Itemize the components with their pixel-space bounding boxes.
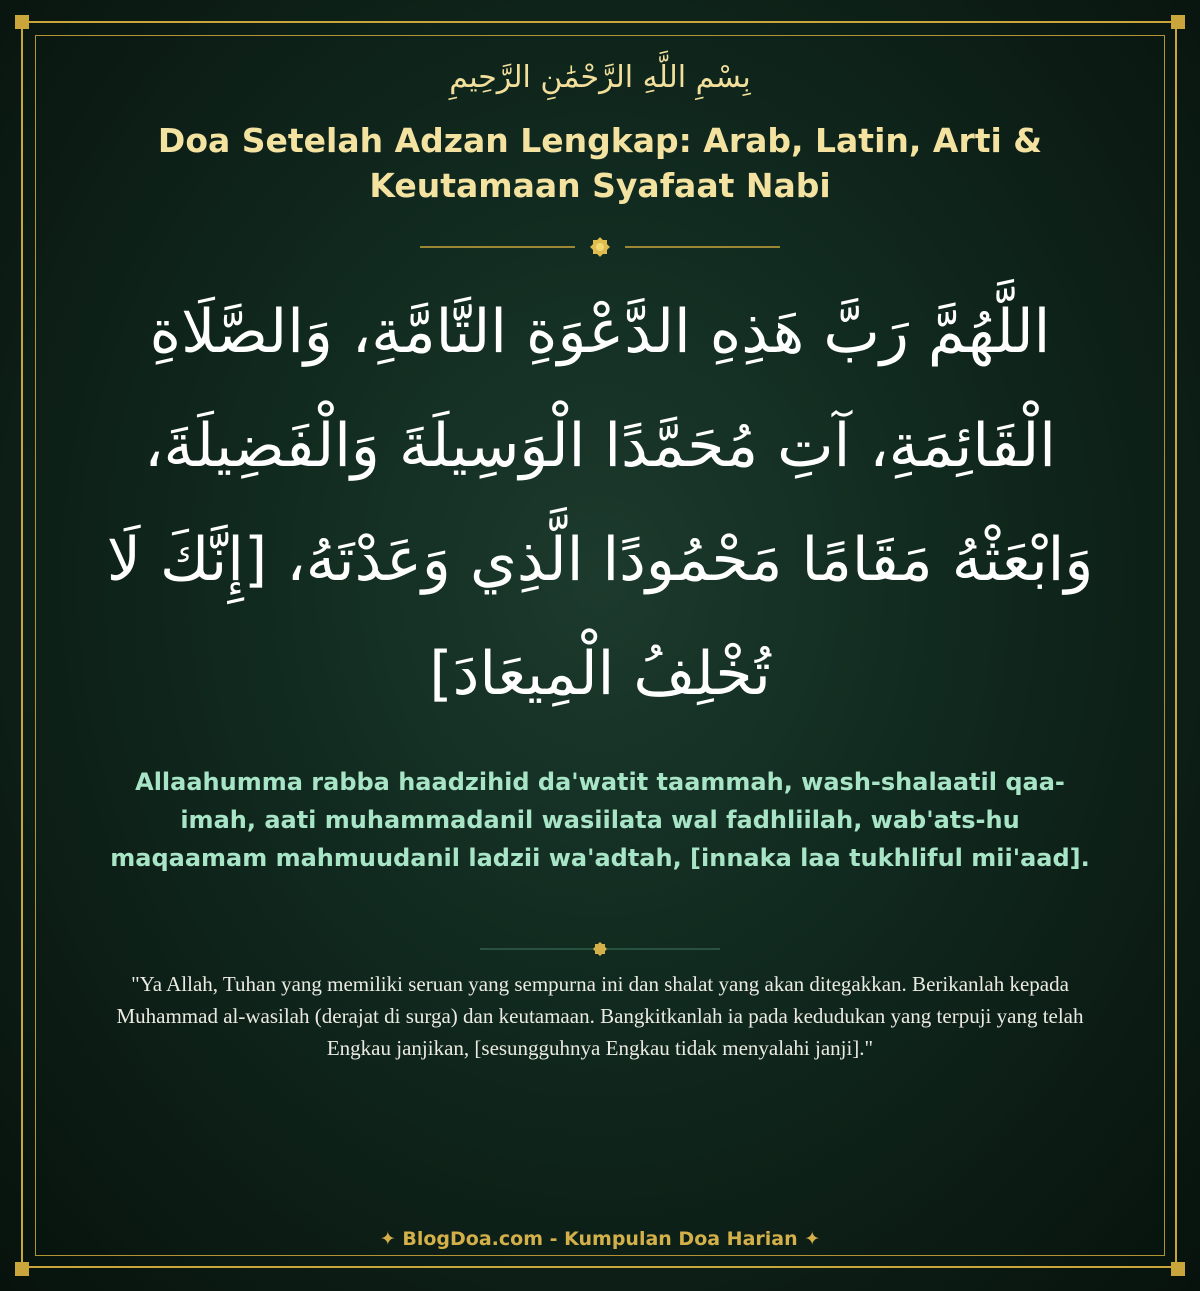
basmalah: بِسْمِ اللَّهِ الرَّحْمَٰنِ الرَّحِيمِ [449,60,751,95]
arabic-prayer: اللَّهُمَّ رَبَّ هَذِهِ الدَّعْوَةِ التَّامَّةِ، وَالصَّلَاةِ الْقَائِمَةِ، آتِ مُحَمَّدًا الْوَسِيلَةَ وَالْفَضِيلَةَ، وَابْعَثْهُ مَقَامًا مَحْمُودًا الَّذِي وَعَدْتَهُ، [إِنَّكَ لَا تُخْلِفُ الْمِيعَادَ] [106,297,1094,709]
corner-ornament-top-right [1171,15,1185,29]
corner-ornament-bottom-left [15,1262,29,1276]
ornament-divider-middle [480,938,720,960]
footer-credit: ✦ BlogDoa.com - Kumpulan Doa Harian ✦ [379,1228,821,1250]
page-title: Doa Setelah Adzan Lengkap: Arab, Latin, Arti & Keutamaan Syafaat Nabi [157,121,1043,205]
latin-transliteration: Allaahumma rabba haadzihid da'watit taammah, wash-shalaatil qaa-imah, aati muhammadanil wasiilata wal fadhliilah, wab'ats-hu maqaamam mahmuudanil ladzii wa'adtah, [innaka laa tukhliful mii'aad]. [110,768,1090,872]
corner-ornament-top-left [15,15,29,29]
ornament-divider-top [420,234,780,260]
star-icon [593,942,607,956]
translation-text: "Ya Allah, Tuhan yang memiliki seruan yang sempurna ini dan shalat yang akan ditegakkan. Berikanlah kepada Muhammad al-wasilah (derajat di surga) dan keutamaan. Bangkitkanlah ia pada kedudukan yang terpuji yang telah Engkau janjikan, [sesungguhnya Engkau tidak menyalahi janji]." [116,972,1084,1060]
star-icon [590,237,610,257]
corner-ornament-bottom-right [1171,1262,1185,1276]
